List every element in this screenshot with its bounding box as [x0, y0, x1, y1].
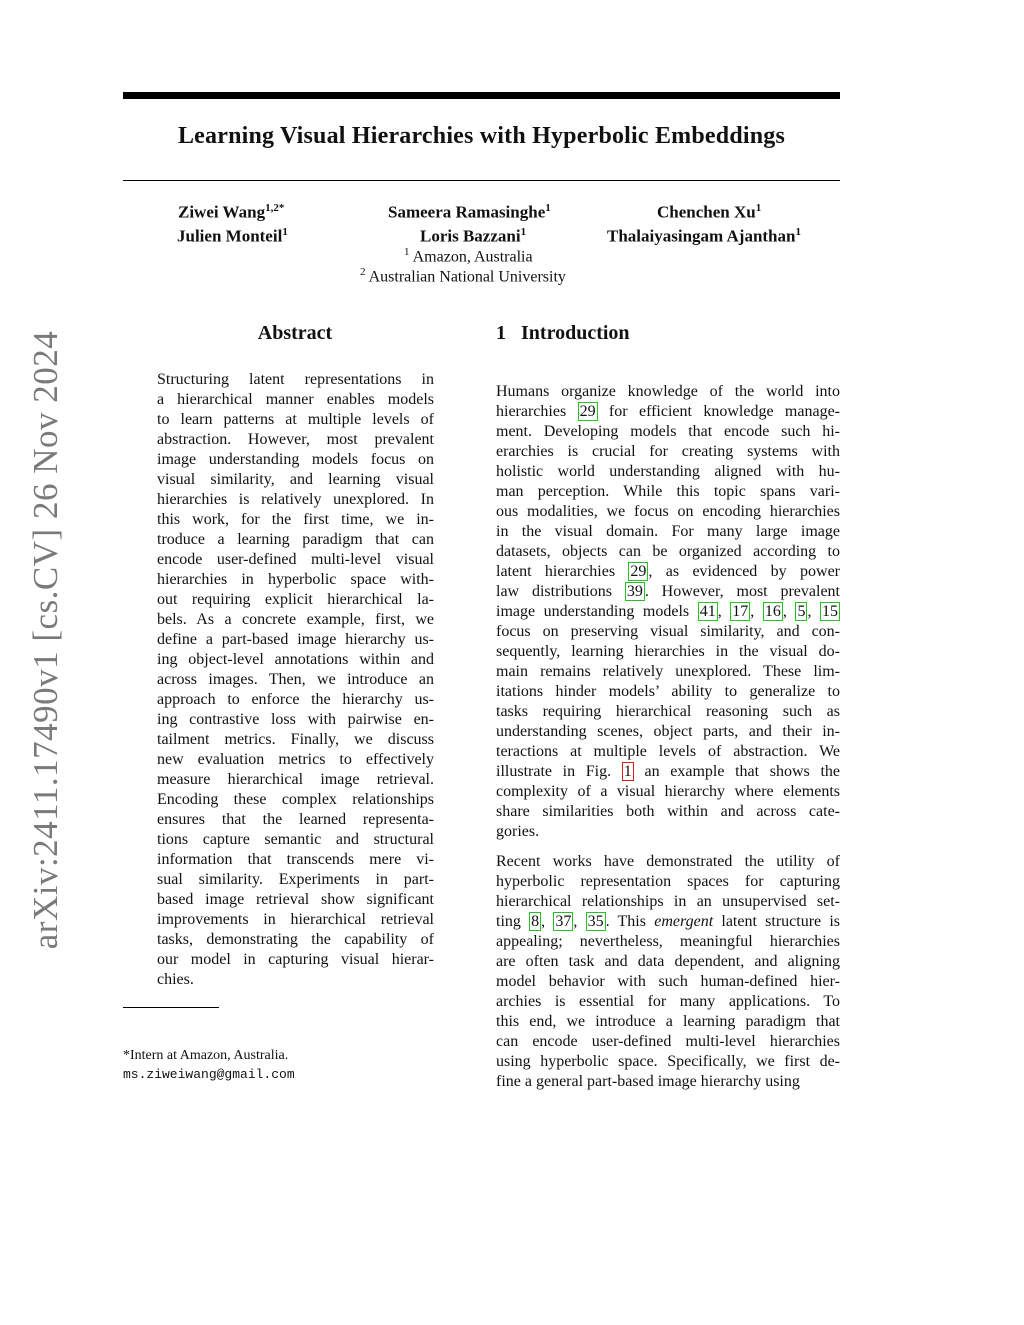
intro-line: Humans organize knowledge of the world into — [496, 383, 840, 400]
abstract-line: based image retrieval show significant — [157, 891, 434, 908]
intro-line: illustrate in Fig. 1 an example that shows the — [496, 763, 840, 780]
intro-line: hierarchical relationships in an unsupervised set- — [496, 893, 840, 910]
footnote-rule — [123, 1007, 219, 1008]
intro-line: can encode user-defined multi-level hierarchies — [496, 1033, 840, 1050]
intro-line: this end, we introduce a learning paradigm that — [496, 1013, 840, 1030]
intro-line: understanding scenes, object parts, and their in- — [496, 723, 840, 740]
abstract-line: hierarchies is relatively unexplored. In — [157, 491, 434, 508]
abstract-line: our model in capturing visual hierar- — [157, 951, 434, 968]
abstract-line: ing contrastive loss with pairwise en- — [157, 711, 434, 728]
abstract-line: sual similarity. Experiments in part- — [157, 871, 434, 888]
abstract-heading: Abstract — [257, 322, 333, 344]
intro-line: sequently, learning hierarchies in the visual do- — [496, 643, 840, 660]
intro-line: itations hinder models’ ability to generalize to — [496, 683, 840, 700]
intro-line: share similarities both within and across cate- — [496, 803, 840, 820]
abstract-line: improvements in hierarchical retrieval — [157, 911, 434, 928]
abstract-line: Structuring latent representations in — [157, 371, 434, 388]
citation-link[interactable]: 29 — [630, 563, 647, 580]
author: Thalaiyasingam Ajanthan$^1$ — [607, 226, 801, 246]
abstract-line: out requiring explicit hierarchical la- — [157, 591, 434, 608]
abstract-line: measure hierarchical image retrieval. — [157, 771, 434, 788]
footnote-email[interactable]: ms.ziweiwang@gmail.com — [123, 1067, 295, 1082]
intro-line: tasks requiring hierarchical reasoning such as — [496, 703, 840, 720]
intro-heading: 1 Introduction — [496, 322, 630, 344]
author: Ziwei Wang$^{1,2*}$ — [178, 202, 285, 222]
intro-line: main remains relatively unexplored. These lim- — [496, 663, 840, 680]
citation-link[interactable]: 41 — [699, 603, 716, 620]
citation-link[interactable]: 15 — [822, 603, 839, 620]
author: Julien Monteil$^1$ — [177, 226, 288, 246]
abstract-line: hierarchies in hyperbolic space with- — [157, 571, 434, 588]
intro-line: holistic world understanding aligned with hu- — [496, 463, 840, 480]
abstract-line: across images. Then, we introduce an — [157, 671, 434, 688]
intro-line: model behavior with such human-defined hier- — [496, 973, 840, 990]
intro-line: fine a general part-based image hierarchy using — [496, 1073, 800, 1090]
citation-link[interactable]: 39 — [626, 583, 643, 600]
intro-line: man perception. While this topic spans vari- — [496, 483, 840, 500]
intro-line: latent hierarchies 29 , as evidenced by power — [496, 563, 840, 580]
abstract-line: information that transcends mere vi- — [157, 851, 434, 868]
abstract-line: ing object-level annotations within and — [157, 651, 434, 668]
intro-line: image understanding models 41 , 17 , 16 , 5 , 15 — [496, 603, 839, 620]
intro-line: law distributions 39 . However, most prevalent — [496, 583, 841, 600]
citation-link[interactable]: 17 — [732, 603, 749, 620]
abstract-line: visual similarity, and learning visual — [157, 471, 434, 488]
paper-title: Learning Visual Hierarchies with Hyperbolic Embeddings — [177, 123, 786, 149]
author: Sameera Ramasinghe$^1$ — [388, 202, 551, 222]
abstract-line: to learn patterns at multiple levels of — [157, 411, 434, 428]
abstract-line: tions capture semantic and structural — [157, 831, 434, 848]
abstract-line: ensures that the learned representa- — [157, 811, 434, 828]
abstract-line: image understanding models focus on — [157, 451, 434, 468]
abstract-line: tailment metrics. Finally, we discuss — [157, 731, 434, 748]
intro-paragraph-2 — [496, 852, 840, 1092]
author: Chenchen Xu$^1$ — [657, 202, 762, 222]
abstract-line: abstraction. However, most prevalent — [157, 431, 434, 448]
abstract-line: tasks, demonstrating the capability of — [157, 931, 434, 948]
citation-link[interactable]: 5 — [797, 603, 806, 620]
intro-line: Recent works have demonstrated the utility of — [496, 853, 840, 870]
title-bottom-rule — [123, 180, 840, 181]
abstract-line: new evaluation metrics to effectively — [157, 751, 434, 768]
intro-line: complexity of a visual hierarchy where elements — [496, 783, 840, 800]
abstract-line: chies. — [157, 971, 194, 988]
abstract-line: Encoding these complex relationships — [157, 791, 434, 808]
abstract-line: define a part-based image hierarchy us- — [157, 631, 434, 648]
citation-link[interactable]: 35 — [587, 913, 604, 930]
abstract-line: bels. As a concrete example, first, we — [157, 611, 434, 628]
arxiv-identifier: arXiv:2411.17490v1 [cs.CV] 26 Nov 2024 — [26, 330, 65, 950]
intro-line: ting 8 , 37 , 35 . This emergent latent structure is — [496, 913, 841, 930]
intro-line: appealing; nevertheless, meaningful hierarchies — [496, 933, 840, 950]
intro-line: ment. Developing models that encode such hi- — [496, 423, 840, 440]
title-top-rule — [123, 92, 840, 99]
intro-line: in the visual domain. For many large image — [496, 523, 840, 540]
citation-link[interactable]: 8 — [531, 913, 540, 930]
intro-line: teractions at multiple levels of abstraction. We — [496, 743, 840, 760]
affiliation: $^2$ Australian National University — [360, 266, 566, 286]
intro-line: using hyperbolic space. Specifically, we first de- — [496, 1053, 840, 1070]
figure-reference-link[interactable]: 1 — [623, 763, 632, 780]
intro-line: archies is essential for many applications. To — [496, 993, 840, 1010]
intro-line: are often task and data dependent, and aligning — [496, 953, 840, 970]
affiliation: $^1$ Amazon, Australia — [404, 246, 533, 266]
abstract-line: a hierarchical manner enables models — [157, 391, 434, 408]
intro-line: hyperbolic representation spaces for capturing — [496, 873, 840, 890]
intro-line: ous modalities, we focus on encoding hierarchies — [496, 503, 840, 520]
intro-paragraph-1 — [496, 382, 840, 842]
abstract-line: approach to enforce the hierarchy us- — [157, 691, 434, 708]
intro-line: gories. — [496, 823, 540, 840]
intro-line: hierarchies 29 for efficient knowledge manage- — [496, 403, 840, 420]
footnote-affiliation: *Intern at Amazon, Australia. — [123, 1048, 289, 1063]
citation-link[interactable]: 29 — [579, 403, 596, 420]
citation-link[interactable]: 16 — [764, 603, 781, 620]
abstract-body — [157, 370, 434, 990]
author: Loris Bazzani$^1$ — [420, 226, 527, 246]
citation-link[interactable]: 37 — [555, 913, 572, 930]
intro-line: focus on preserving visual similarity, and con- — [496, 623, 840, 640]
abstract-line: encode user-defined multi-level visual — [157, 551, 434, 568]
abstract-line: this work, for the first time, we in- — [157, 511, 434, 528]
intro-line: erarchies is crucial for creating systems with — [496, 443, 840, 460]
abstract-line: troduce a learning paradigm that can — [157, 531, 434, 548]
emphasis-text: emergent — [654, 913, 714, 930]
intro-line: datasets, objects can be organized according to — [496, 543, 840, 560]
